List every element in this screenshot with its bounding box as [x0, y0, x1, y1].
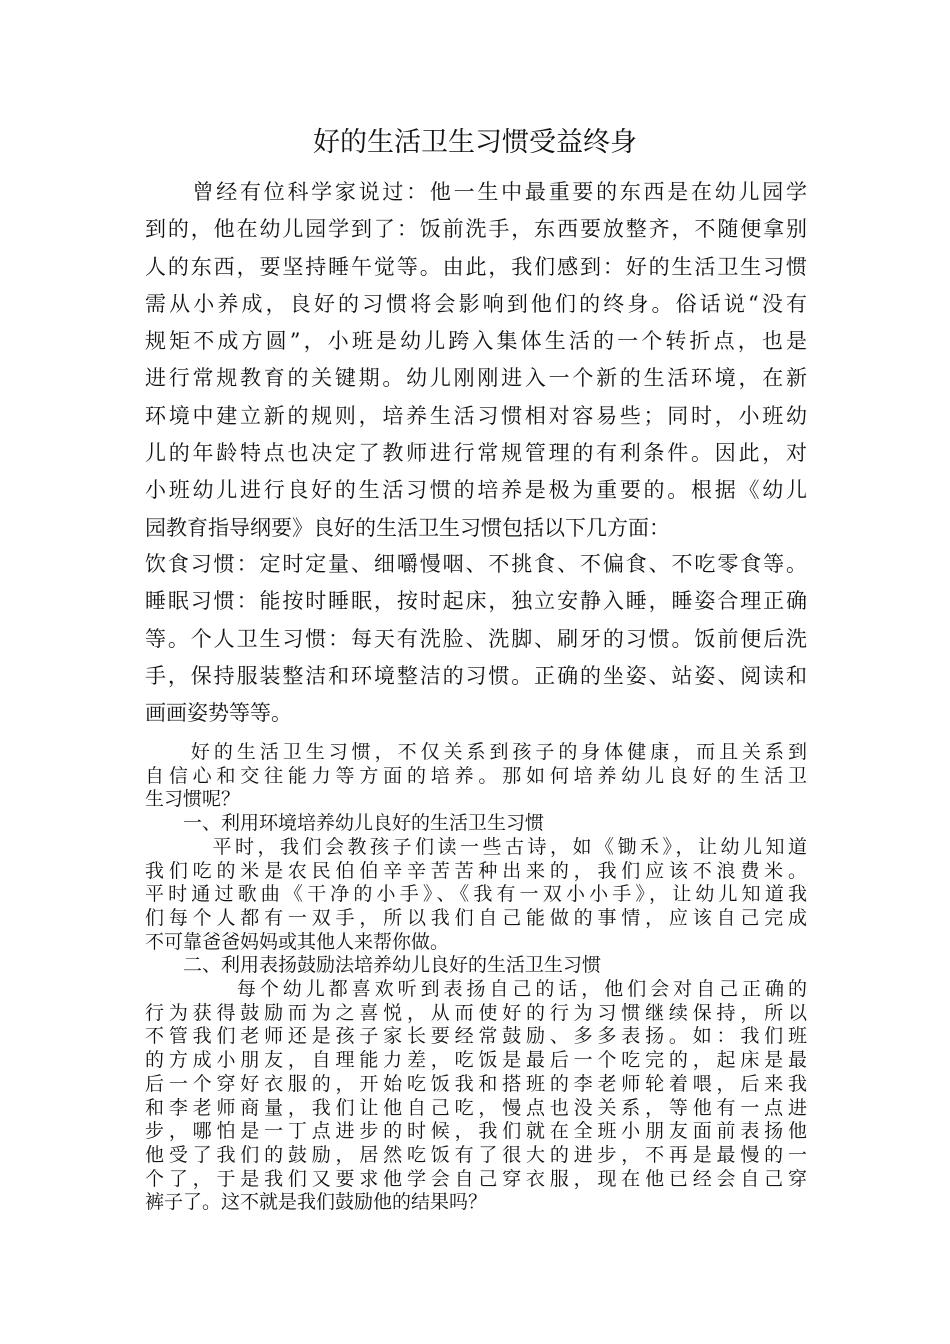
body-paragraphs: [145, 741, 807, 1215]
intro-paragraph: [145, 174, 807, 547]
text-line: 手，保持服装整洁和环境整洁的习惯。正确的坐姿、站姿、阅读和: [145, 663, 807, 688]
text-line: 需从小养成，良好的习惯将会影响到他们的终身。俗话说“没有: [145, 291, 807, 316]
text-line: 我们吃的米是农民伯伯辛辛苦苦种出来的，我们应该不浪费米。: [145, 859, 807, 882]
text-line: 园教育指导纲要》良好的生活卫生习惯包括以下几方面：: [145, 515, 670, 540]
text-line: 规矩不成方圆”，小班是幼儿跨入集体生活的一个转折点，也是: [145, 329, 807, 354]
document-title: 好的生活卫生习惯受益终身: [313, 127, 637, 158]
text-line: 人的东西，要坚持睡午觉等。由此，我们感到：好的生活卫生习惯: [145, 254, 807, 279]
text-line: 的方成小朋友，自理能力差，吃饭是最后一个吃完的，起床是最: [145, 1049, 807, 1072]
text-line: 裤子了。这不就是我们鼓励他的结果吗？: [145, 1191, 488, 1214]
text-line: 自信心和交往能力等方面的培养。那如何培养幼儿良好的生活卫: [145, 764, 807, 787]
text-line: 儿的年龄特点也决定了教师进行常规管理的有利条件。因此，对: [145, 441, 807, 466]
text-line: 饮食习惯：定时定量、细嚼慢咽、不挑食、不偏食、不吃零食等。: [145, 552, 807, 576]
text-line: 他受了我们的鼓励，居然吃饭有了很大的进步，不再是最慢的一: [145, 1143, 807, 1166]
habits-paragraph: [145, 546, 807, 732]
text-line: 曾经有位科学家说过：他一生中最重要的东西是在幼儿园学: [145, 180, 807, 204]
text-line: 到的，他在幼儿园学到了：饭前洗手，东西要放整齐，不随便拿别: [145, 217, 807, 242]
text-line: 等。个人卫生习惯：每天有洗脸、洗脚、刷牙的习惯。饭前便后洗: [145, 626, 807, 651]
text-line: 和李老师商量，我们让他自己吃，慢点也没关系，等他有一点进: [145, 1096, 807, 1119]
text-line: 不可靠爸爸妈妈或其他人来帮你做。: [145, 930, 450, 953]
text-line: 步，哪怕是一丁点进步的时候，我们就在全班小朋友面前表扬他: [145, 1120, 807, 1143]
text-line: 后一个穿好衣服的，开始吃饭我和搭班的李老师轮着喂，后来我: [145, 1072, 807, 1095]
text-line: 平时通过歌曲《干净的小手》、《我有一双小小手》，让幼儿知道我: [145, 883, 807, 906]
text-line: 行为获得鼓励而为之喜悦，从而使好的行为习惯继续保持，所以: [145, 1001, 807, 1024]
text-line: 小班幼儿进行良好的生活习惯的培养是极为重要的。根据《幼儿: [145, 478, 807, 503]
text-line: 们每个人都有一双手，所以我们自己能做的事情，应该自己完成: [145, 906, 807, 929]
text-line: 画画姿势等等。: [145, 701, 292, 726]
text-line: 生习惯呢？: [145, 788, 241, 811]
text-line: 个了，于是我们又要求他学会自己穿衣服，现在他已经会自己穿: [145, 1167, 807, 1190]
text-line: 睡眠习惯：能按时睡眠，按时起床，独立安静入睡，睡姿合理正确: [145, 589, 807, 614]
text-line: 环境中建立新的规则，培养生活习惯相对容易些；同时，小班幼: [145, 403, 807, 428]
text-line: 进行常规教育的关键期。幼儿刚刚进入一个新的生活环境，在新: [145, 366, 807, 391]
text-line: 不管我们老师还是孩子家长要经常鼓励、多多表扬。如：我们班: [145, 1025, 807, 1048]
section-heading: 二、利用表扬鼓励法培养幼儿良好的生活卫生习惯: [145, 954, 602, 977]
text-line: 好的生活卫生习惯，不仅关系到孩子的身体健康，而且关系到: [145, 741, 807, 763]
text-line: 平时，我们会教孩子们读一些古诗，如《锄禾》，让幼儿知道: [145, 835, 807, 858]
section-heading: 一、利用环境培养幼儿良好的生活卫生习惯: [145, 812, 545, 835]
text-line: 每个幼儿都喜欢听到表扬自己的话，他们会对自己正确的: [145, 978, 807, 1001]
